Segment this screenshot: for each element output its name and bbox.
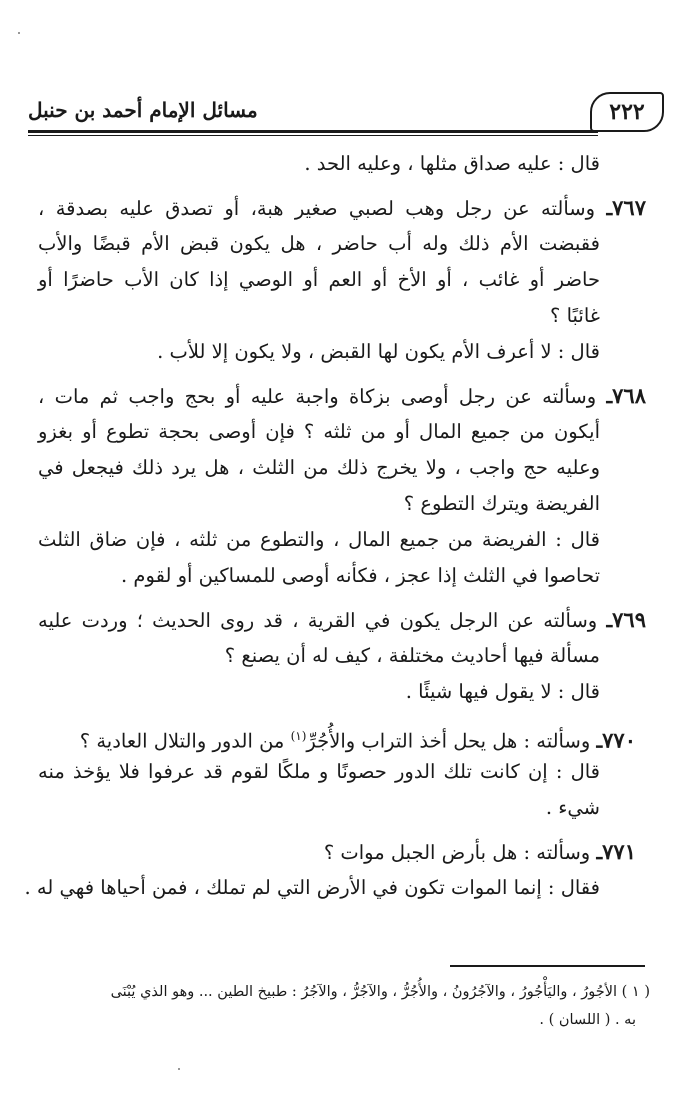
question-text: وسألته عن رجل أوصى بزكاة واجبة عليه أو بحج واجب ثم مات ، xyxy=(38,385,597,408)
question-text: وسألته عن الرجل يكون في القرية ، قد روى الحديث ؛ وردت عليه xyxy=(38,609,598,632)
question-768-line-3: وعليه حج واجب ، ولا يخرج ذلك من الثلث ، هل يرد ذلك فيجعل في xyxy=(38,456,600,479)
question-text: وسألته : هل بأرض الجبل موات ؟ xyxy=(323,841,591,864)
speck xyxy=(178,1068,180,1070)
footnote xyxy=(38,978,650,1034)
question-number: ٧٦٩ xyxy=(612,607,646,632)
question-dash: ـ xyxy=(596,841,603,864)
page-header xyxy=(28,92,668,132)
footnote-marker: (١) xyxy=(290,729,307,743)
question-767-line-2: فقبضت الأم ذلك وله أب حاضر ، هل يكون قبض الأم قبضًا والأب xyxy=(38,232,600,255)
question-770-line-1 xyxy=(38,718,646,754)
question-number: ٧٦٨ xyxy=(612,383,646,408)
answer-770-line-2: شيء . xyxy=(545,796,600,819)
speck xyxy=(18,32,20,34)
question-text: وسألته : هل يحل أخذ التراب والأُجُرِّ xyxy=(306,729,591,753)
running-title: مسائل الإمام أحمد بن حنبل xyxy=(28,98,258,122)
question-768-line-2: أيكون من جميع المال أو من ثلثه ؟ فإن أوصى بحجة تطوع أو بغزو xyxy=(38,420,600,443)
page-number: ٢٢٢ xyxy=(590,92,664,132)
header-rule-thin xyxy=(28,135,598,136)
question-769-line-2: مسألة فيها أحاديث مختلفة ، كيف له أن يصنع ؟ xyxy=(224,644,600,667)
question-767-line-1 xyxy=(38,190,646,226)
question-769-line-1 xyxy=(38,602,646,638)
question-text: وسألته عن رجل وهب لصبي صغير هبة، أو تصدق عليه بصدقة ، xyxy=(38,197,596,220)
answer-line: قال : عليه صداق مثلها ، وعليه الحد . xyxy=(304,152,600,175)
question-dash: ـ xyxy=(606,609,613,632)
footnote-line-1: ( ١ ) الأجُورُ ، واليَأْجُورُ ، والآجُرُونُ ، والأُجُرُّ ، والآجُرُّ ، والآجُرُ : طبيخ الطين ... وهو الذي يُبْنَى xyxy=(110,984,650,1000)
answer-770-line-1: قال : إن كانت تلك الدور حصونًا و ملكًا لقوم قد عرفوا فلا يؤخذ منه xyxy=(38,760,600,783)
question-number: ٧٧١ xyxy=(602,839,636,864)
answer-769: قال : لا يقول فيها شيئًا . xyxy=(405,680,600,703)
header-rule xyxy=(28,130,598,133)
answer-768-line-1: قال : الفريضة من جميع المال ، والتطوع من ثلثه ، فإن ضاق الثلث xyxy=(38,528,600,551)
question-text-cont: من الدور والتلال العادية ؟ xyxy=(79,729,285,753)
answer-771: فقال : إنما الموات تكون في الأرض التي لم تملك ، فمن أحياها فهي له . xyxy=(24,876,600,899)
question-dash: ـ xyxy=(606,197,613,220)
question-number: ٧٧٠ xyxy=(602,727,636,753)
footnote-line-2: به . ( اللسان ) . xyxy=(539,1012,636,1028)
question-dash: ـ xyxy=(596,729,603,753)
question-767-line-4: غائبًا ؟ xyxy=(550,304,600,327)
page-body xyxy=(24,146,646,906)
footnote-rule xyxy=(450,965,645,967)
answer-767: قال : لا أعرف الأم يكون لها القبض ، ولا يكون إلا للأب . xyxy=(157,340,600,363)
question-number: ٧٦٧ xyxy=(612,195,646,220)
question-767-line-3: حاضر أو غائب ، أو الأخ أو العم أو الوصي إذا كان الأب حاضرًا أو xyxy=(38,268,600,291)
question-768-line-1 xyxy=(38,378,646,414)
question-dash: ـ xyxy=(606,385,613,408)
answer-768-line-2: تحاصوا في الثلث إذا عجز ، فكأنه أوصى للمساكين أو لقوم . xyxy=(121,564,600,587)
question-771-line-1 xyxy=(38,834,646,870)
question-768-line-4: الفريضة ويترك التطوع ؟ xyxy=(403,492,600,515)
